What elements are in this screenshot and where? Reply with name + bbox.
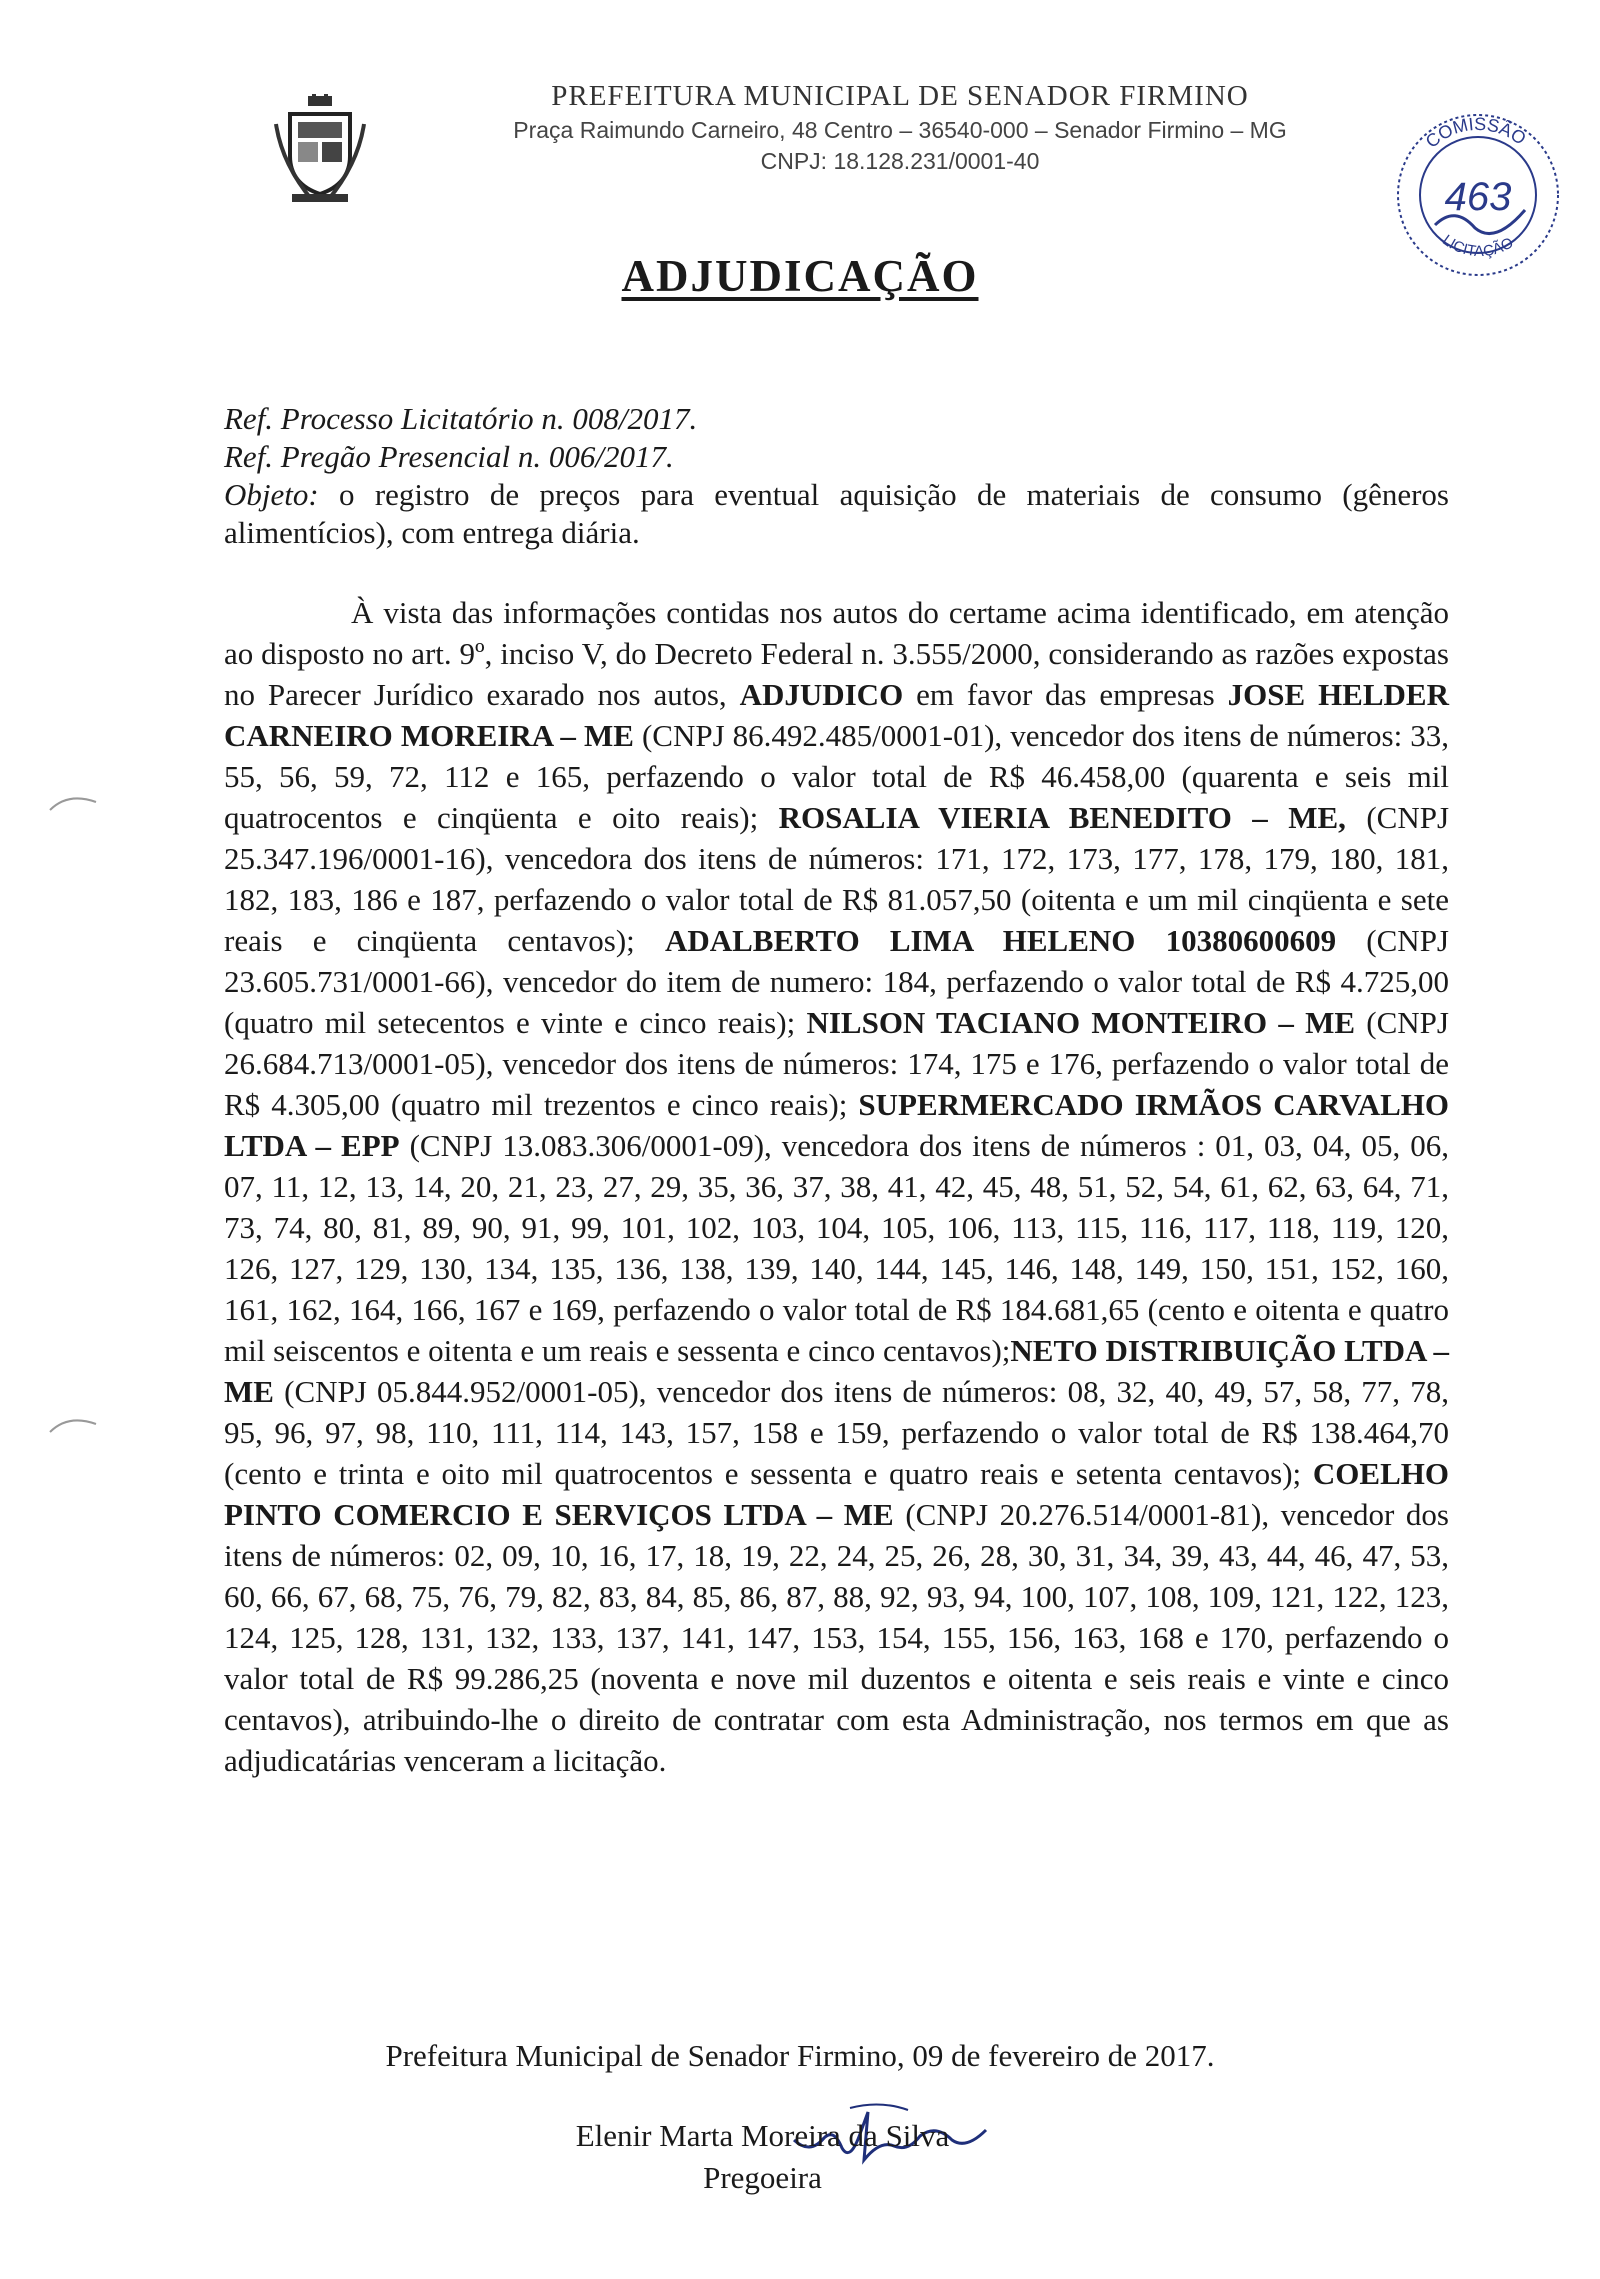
- adjudication-paragraph: À vista das informações contidas nos autos do certame acima identificado, em atenção ao disposto no art. 9º, inciso V, do Decreto Federal n. 3.555/2000, considerando as razões expostas no Parecer Jurídico exarado nos autos, ADJUDICO em favor das empresas JOSE HELDER CARNEIRO MOREIRA – ME (CNPJ 86.492.485/0001-01), vencedor dos itens de números: 33, 55, 56, 59, 72, 112 e 165, perfazendo o valor total de R$ 46.458,00 (quarenta e seis mil quatrocentos e cinqüenta e oito reais); ROSALIA VIERIA BENEDITO – ME, (CNPJ 25.347.196/0001-16), vencedora dos itens de números: 171, 172, 173, 177, 178, 179, 180, 181, 182, 183, 186 e 187, perfazendo o valor total de R$ 81.057,50 (oitenta e um mil cinqüenta e sete reais e cinqüenta centavos); ADALBERTO LIMA HELENO 10380600609 (CNPJ 23.605.731/0001-66), vencedor do item de numero: 184, perfazendo o valor total de R$ 4.725,00 (quatro mil setecentos e vinte e cinco reais); NILSON TACIANO MONTEIRO – ME (CNPJ 26.684.713/0001-05), vencedor dos itens de números: 174, 175 e 176, perfazendo o valor total de R$ 4.305,00 (quatro mil trezentos e cinco reais); SUPERMERCADO IRMÃOS CARVALHO LTDA – EPP (CNPJ 13.083.306/0001-09), vencedora dos itens de números : 01, 03, 04, 05, 06, 07, 11, 12, 13, 14, 20, 21, 23, 27, 29, 35, 36, 37, 38, 41, 42, 45, 48, 51, 52, 54, 61, 62, 63, 64, 71, 73, 74, 80, 81, 89, 90, 91, 99, 101, 102, 103, 104, 105, 106, 113, 115, 116, 117, 118, 119, 120, 126, 127, 129, 130, 134, 135, 136, 138, 139, 140, 144, 145, 146, 148, 149, 150, 151, 152, 160, 161, 162, 164, 166, 167 e 169, perfazendo o valor total de R$ 184.681,65 (cento e oitenta e quatro mil seiscentos e oitenta e um reais e sessenta e cinco centavos);NETO DISTRIBUIÇÃO LTDA – ME (CNPJ 05.844.952/0001-05), vencedor dos itens de números: 08, 32, 40, 49, 57, 58, 77, 78, 95, 96, 97, 98, 110, 111, 114, 143, 157, 158 e 159, perfazendo o valor total de R$ 138.464,70 (cento e trinta e oito mil quatrocentos e sessenta e quatro reais e setenta centavos); COELHO PINTO COMERCIO E SERVIÇOS LTDA – ME (CNPJ 20.276.514/0001-81), vencedor dos itens de números: 02, 09, 10, 16, 17, 18, 19, 22, 24, 25, 26, 28, 30, 31, 34, 39, 43, 44, 46, 47, 53, 60, 66, 67, 68, 75, 76, 79, 82, 83, 84, 85, 86, 87, 88, 92, 93, 94, 100, 107, 108, 109, 121, 122, 123, 124, 125, 128, 131, 132, 133, 137, 141, 147, 153, 154, 155, 156, 163, 168 e 170, perfazendo o valor total de R$ 99.286,25 (noventa e nove mil duzentos e oitenta e seis reais e vinte e cinco centavos), atribuindo-lhe o direito de contratar com esta Administração, nos termos em que as adjudicatárias venceram a licitação.: [224, 595, 1450, 1778]
- letterhead: [0, 72, 1600, 261]
- place-and-date: Prefeitura Municipal de Senador Firmino, 09 de fevereiro de 2017.: [385, 2038, 1215, 2073]
- ref-pregao: Ref. Pregão Presencial n. 006/2017.: [224, 439, 674, 474]
- signer-name: Elenir Marta Moreira da Silva: [575, 2118, 950, 2153]
- company-name: COELHO PINTO COMERCIO E SERVIÇOS LTDA – ME: [224, 1456, 1449, 1532]
- municipality-address: Praça Raimundo Carneiro, 48 Centro – 36540-000 – Senador Firmino – MG: [513, 117, 1287, 143]
- stamp-page-number: 463: [1444, 175, 1512, 219]
- objeto: [224, 476, 1449, 552]
- company-name: JOSE HELDER CARNEIRO MOREIRA – ME: [224, 677, 1449, 753]
- company-name: ROSALIA VIERIA BENEDITO – ME,: [778, 800, 1346, 835]
- company-name: ADALBERTO LIMA HELENO 10380600609: [664, 923, 1337, 958]
- objeto-label: Objeto:: [224, 477, 319, 512]
- company-name: NETO DISTRIBUIÇÃO LTDA – ME: [224, 1333, 1449, 1409]
- stamp-bottom-text: LICITAÇÃO: [1439, 231, 1517, 261]
- svg-text:COMISSÃO: [1422, 114, 1530, 152]
- objeto-text: o registro de preços para eventual aquisição de materiais de consumo (gêneros alimentícios), com entrega diária.: [224, 477, 1449, 550]
- company-name: NILSON TACIANO MONTEIRO – ME: [806, 1005, 1356, 1040]
- margin-mark-icon: [48, 790, 98, 812]
- municipality-cnpj: CNPJ: 18.128.231/0001-40: [760, 148, 1040, 174]
- references-block: [224, 400, 1449, 552]
- adjudico-keyword: ADJUDICO: [739, 677, 904, 712]
- document-title: ADJUDICAÇÃO: [621, 251, 979, 301]
- company-name: SUPERMERCADO IRMÃOS CARVALHO LTDA – EPP: [224, 1087, 1449, 1163]
- ref-processo: Ref. Processo Licitatório n. 008/2017.: [224, 401, 698, 436]
- signer-role: Pregoeira: [703, 2160, 822, 2195]
- municipal-crest-icon: [272, 94, 368, 206]
- stamp-top-text: COMISSÃO: [1421, 113, 1530, 152]
- municipality-name: PREFEITURA MUNICIPAL DE SENADOR FIRMINO: [551, 80, 1249, 112]
- margin-mark-icon: [48, 1412, 98, 1434]
